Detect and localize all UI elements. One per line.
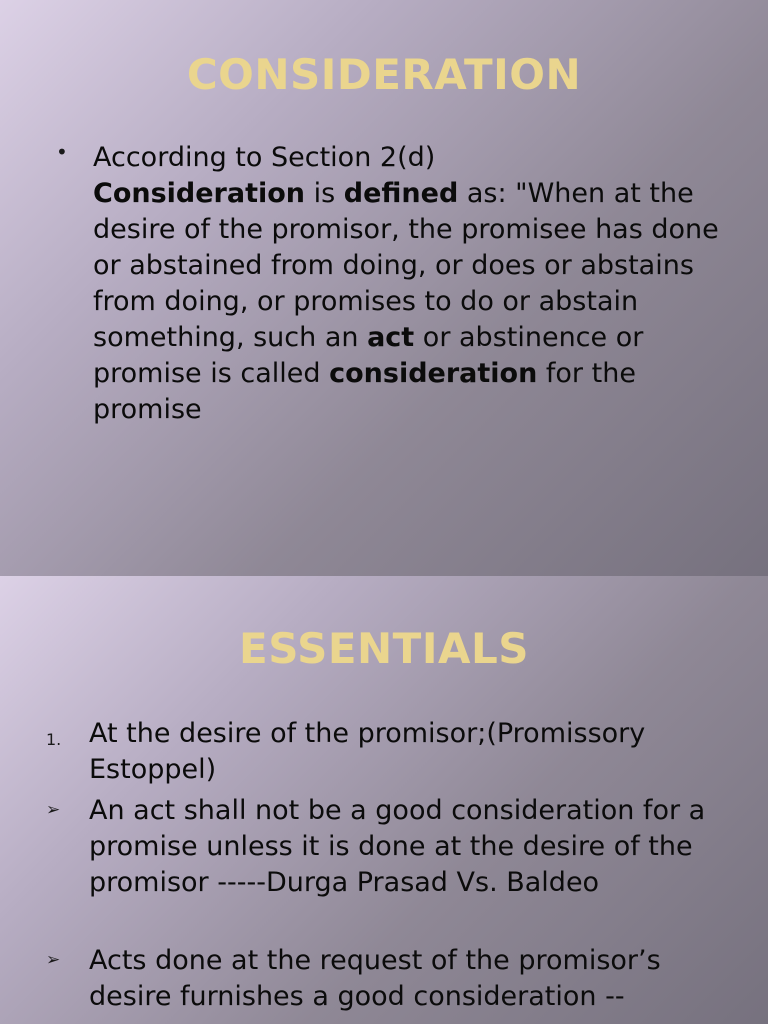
term-defined: defined — [343, 178, 459, 209]
slide-title: CONSIDERATION — [186, 50, 582, 99]
term-act: act — [367, 322, 415, 353]
list-number-1: 1. — [46, 730, 62, 749]
essential-item-3: Acts done at the request of the promisor’s desire furnishes a good consideration -- — [89, 945, 661, 1012]
slide-essentials — [0, 576, 768, 1024]
definition-paragraph — [93, 140, 733, 428]
term-consideration: Consideration — [93, 178, 306, 209]
bullet-dot: • — [56, 140, 68, 164]
essential-item-1: At the desire of the promisor;(Promissory Estoppel) — [89, 718, 646, 785]
term-consideration-2: consideration — [329, 358, 538, 389]
essential-item-2: An act shall not be a good consideration for a promise unless it is done at the desire of the promisor -----Durga Prasad Vs. Baldeo — [89, 795, 706, 898]
section-reference: According to Section 2(d) — [93, 142, 436, 173]
definition-text-end: for the promise — [93, 358, 636, 425]
definition-text-middle: or abstinence or promise is called — [93, 322, 644, 389]
slide-title: ESSENTIALS — [239, 624, 529, 673]
arrow-bullet-icon: ➢ — [46, 800, 61, 820]
text-is: is — [305, 178, 344, 209]
definition-text: as: "When at the desire of the promisor, the promisee has done or abstained from doing, or does or abstains from doing, or promises to do or abstain something, such an — [93, 178, 719, 353]
arrow-bullet-icon: ➢ — [46, 950, 61, 970]
